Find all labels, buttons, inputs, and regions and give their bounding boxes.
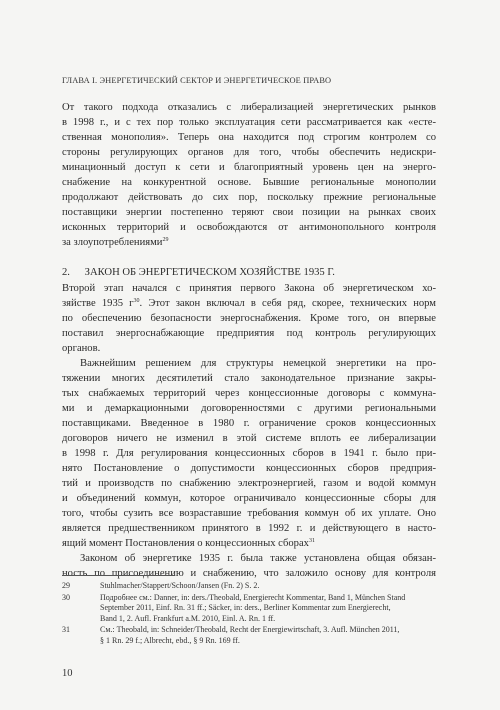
paragraph-line: исконных территорий и освобождаются от антимонопольного контроля (62, 222, 436, 234)
text-run: . Этот закон включал в себя ряд, скорее, технических норм (139, 297, 437, 309)
paragraph-line: минационный доступ к сети и благоприятный уровень цен на энерго- (62, 162, 436, 174)
footnote-separator (62, 575, 174, 576)
paragraph-line: является предшественником принятого в 1992 г. и действующего в насто- (62, 523, 436, 535)
paragraph-line: поставщики энергии постепенно теряют свои позиции на рынках своих (62, 207, 436, 219)
footnote (62, 625, 436, 646)
running-header: ГЛАВА I. ЭНЕРГЕТИЧЕСКИЙ СЕКТОР И ЭНЕРГЕТИЧЕСКОЕ ПРАВО (62, 76, 332, 85)
paragraph-line: того, чтобы сузить все возраставшие требования коммун об их уплате. Оно (62, 508, 436, 520)
footnote-ref: 30 (133, 297, 140, 304)
paragraph-line: поставщиками. Введенное в 1980 г. ограничение сроков концессионных (62, 417, 436, 429)
paragraph-line: стороны регулирующих органов для того, чтобы обеспечить недискри- (62, 147, 436, 159)
paragraph-line: по обеспечению безопасности энергоснабжения. Кроме того, он впервые (62, 312, 436, 324)
paragraph-line (62, 296, 436, 311)
footnote-number: 31 (62, 625, 70, 635)
footnote-line: Stuhlmacher/Stappert/Schoon/Jansen (Fn. 2) S. 2. (100, 581, 260, 590)
paragraph-line: нято Постановление о допустимости концессионных сборов предприя- (62, 463, 436, 475)
footnote-text (100, 593, 436, 625)
footnote-number: 30 (62, 592, 70, 602)
section-heading (62, 265, 436, 280)
footnote (62, 593, 436, 625)
paragraph-line: договоров ничего не изменил в этой системе вплоть ее либерализации (62, 432, 436, 444)
paragraph-line: продолжают действовать до сих пор, поскольку прежние региональные (62, 192, 436, 204)
paragraph-line: Законом об энергетике 1935 г. была также установлена общая обязан- (80, 553, 436, 565)
footnotes (62, 581, 436, 648)
page-number: 10 (62, 668, 73, 679)
body-text (62, 100, 436, 581)
footnote-text (100, 581, 436, 592)
paragraph-line: тий и производств по снабжению электроэнергией, газом и водой коммун (62, 478, 436, 490)
footnote-ref: 31 (308, 538, 315, 545)
section-number: 2. (62, 267, 70, 279)
footnote-line: § 1 Rn. 29 f.; Albrecht, ebd., § 9 Rn. 169 ff. (100, 635, 240, 645)
paragraph-line: поставил энергоснабжающие предприятия под контроль регулирующих (62, 327, 436, 339)
footnote-line: См.: Theobald, in: Schneider/Theobald, Recht der Energiewirtschaft, 3. Aufl. München 2011, (100, 625, 400, 635)
paragraph-line: в 1998 г., и с тех пор только эксплуатация сети рассматривается как «есте- (62, 117, 436, 129)
footnote-number: 29 (62, 581, 70, 590)
footnote (62, 581, 436, 592)
paragraph-line: Важнейшим решением для структуры немецкой энергетики на про- (80, 357, 436, 369)
paragraph-line: органов. (62, 342, 101, 354)
paragraph-line: ственная монополия». Теперь она находится под строгим контролем со (62, 132, 436, 144)
paragraph-line: От такого подхода отказались с либерализацией энергетических рынков (62, 102, 436, 113)
footnote-text (100, 625, 436, 646)
paragraph-line: в 1998 г. Для регулирования концессионных сборов в 1941 г. было при- (62, 448, 436, 460)
paragraph-line: тяжении многих десятилетий стало законодательное признание закры- (62, 372, 436, 384)
paragraph-line: ность по присоединению и снабжению, что заложило основу для контроля (62, 568, 436, 580)
footnote-line: Подробнее см.: Danner, in: ders./Theobald, Energierecht Kommentar, Band 1, München Stand (100, 592, 406, 602)
paragraph-line: Второй этап начался с принятия первого Закона об энергетическом хо- (62, 282, 436, 294)
footnote-line: September 2011, Einf. Rn. 31 ff.; Säcker, in: ders., Berliner Kommentar zum Energierecht, (100, 603, 391, 613)
footnote-ref: 29 (162, 237, 169, 244)
paragraph-2 (62, 281, 436, 356)
paragraph-3 (62, 356, 436, 552)
section-title: ЗАКОН ОБ ЭНЕРГЕТИЧЕСКОМ ХОЗЯЙСТВЕ 1935 Г. (84, 267, 335, 279)
paragraph-2-rest (62, 311, 436, 356)
paragraph-4 (62, 551, 436, 581)
paragraph-1 (62, 100, 436, 250)
paragraph-line: за злоупотреблениями$^{29}$ (62, 237, 169, 249)
paragraph-line: снабжение на конкурентной основе. Бывшие региональные монополии (62, 177, 436, 189)
paragraph-line: ящий момент Постановления о концессионных сборах$^{31}$ (62, 538, 315, 550)
paragraph-line: и объединений коммун, которое ограничивало концессионные сборы для (62, 493, 436, 505)
paragraph-line: тых снабжаемых территорий через концессионные договоры с коммуна- (62, 387, 436, 399)
text-run: зяйстве 1935 г (62, 297, 134, 309)
paragraph-line: ми и демаркационными договоренностями с другими региональными (62, 402, 436, 414)
footnote-line: Band 1, 2. Aufl. Frankfurt a.M. 2010, Einl. A. Rn. 1 ff. (100, 613, 276, 623)
